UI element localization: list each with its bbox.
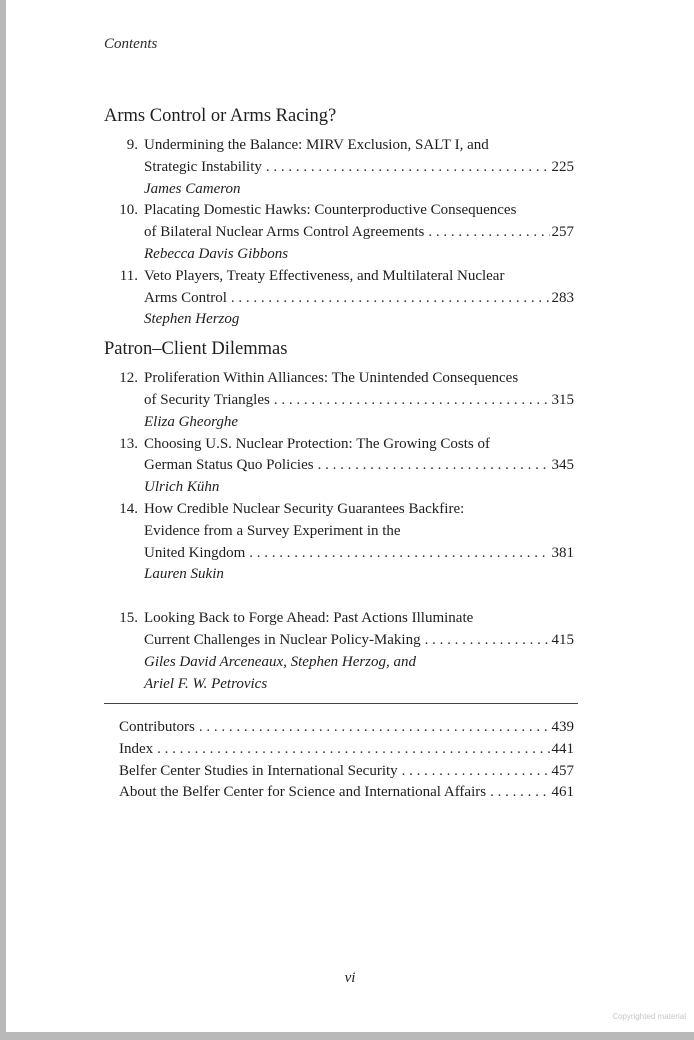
chapter-number: 9.: [126, 137, 138, 153]
chapter-title-line: Looking Back to Forge Ahead: Past Actions Illuminate: [144, 610, 474, 627]
chapter-title-line: of Bilateral Nuclear Arms Control Agreements: [144, 224, 425, 241]
back-matter-item-belfer-studies[interactable]: [119, 761, 574, 783]
page-number: 439: [551, 719, 574, 735]
chapter-title-line: Arms Control: [144, 289, 227, 306]
back-matter-item-contributors[interactable]: [119, 717, 574, 739]
chapter-number: 15.: [119, 610, 138, 627]
chapter-author: Eliza Gheorghe: [144, 413, 239, 430]
toc-entry-12[interactable]: [104, 368, 574, 433]
chapter-title-line: German Status Quo Policies: [144, 457, 314, 474]
page-number: 283: [551, 289, 574, 306]
toc-entry-10[interactable]: [104, 200, 574, 265]
chapter-title-line: Undermining the Balance: MIRV Exclusion, SALT I, and: [144, 137, 489, 153]
chapter-number: 11.: [119, 267, 138, 284]
toc-entry-9[interactable]: [104, 135, 574, 200]
table-of-contents: [104, 100, 574, 695]
spacer: [104, 586, 574, 608]
dot-leader: [270, 390, 550, 412]
dot-leader: [195, 717, 550, 739]
dot-leader: [421, 630, 550, 652]
dot-leader: [486, 782, 550, 804]
page-number: 315: [551, 391, 574, 408]
back-matter-label: Index: [119, 740, 154, 757]
book-page: [6, 0, 694, 1032]
chapter-title-line: of Security Triangles: [144, 391, 270, 408]
page-number: 257: [551, 224, 574, 241]
toc-entry-15[interactable]: [104, 608, 574, 695]
page-number: 461: [551, 784, 574, 801]
dot-leader: [245, 543, 550, 565]
page-number: 415: [551, 631, 574, 648]
chapter-author: Lauren Sukin: [144, 566, 224, 583]
chapter-title-line: How Credible Nuclear Security Guarantees Backfire:: [144, 500, 465, 517]
chapter-title-line: United Kingdom: [144, 544, 246, 561]
chapter-author: Stephen Herzog: [144, 311, 240, 328]
dot-leader: [424, 222, 550, 244]
chapter-title-line: Proliferation Within Alliances: The Unintended Consequences: [144, 370, 519, 387]
page-folio: vi: [344, 970, 356, 986]
back-matter-item-index[interactable]: [119, 739, 574, 761]
dot-leader: [153, 739, 550, 761]
back-matter-label: About the Belfer Center for Science and International Affairs: [119, 784, 487, 801]
chapter-title-line: Current Challenges in Nuclear Policy-Making: [144, 631, 421, 648]
divider-rule: [104, 703, 578, 704]
chapter-title-line: Choosing U.S. Nuclear Protection: The Growing Costs of: [144, 435, 490, 452]
section-title: Arms Control or Arms Racing?: [104, 106, 337, 126]
back-matter-list: [119, 717, 574, 804]
page-number: 441: [551, 740, 574, 757]
dot-leader: [262, 157, 550, 179]
dot-leader: [314, 455, 550, 477]
chapter-author: James Cameron: [144, 180, 241, 197]
chapter-title-line: Veto Players, Treaty Effectiveness, and Multilateral Nuclear: [144, 267, 505, 284]
toc-entry-13[interactable]: [104, 434, 574, 499]
toc-entry-14[interactable]: [104, 499, 574, 586]
chapter-number: 12.: [119, 370, 138, 387]
back-matter-label: Belfer Center Studies in International Security: [119, 762, 398, 779]
chapter-author: Rebecca Davis Gibbons: [144, 245, 289, 262]
back-matter-label: Contributors: [119, 719, 195, 735]
chapter-title-line: Placating Domestic Hawks: Counterproductive Consequences: [144, 202, 517, 219]
dot-leader: [227, 288, 550, 310]
page-number: 345: [551, 457, 574, 474]
chapter-title-line: Evidence from a Survey Experiment in the: [144, 522, 401, 539]
chapter-number: 14.: [119, 500, 138, 517]
section-title: Patron–Client Dilemmas: [104, 339, 288, 360]
chapter-number: 13.: [119, 435, 138, 452]
chapter-title-line: Strategic Instability: [144, 158, 262, 175]
copyright-watermark: Copyrighted material: [612, 1012, 686, 1021]
running-head: Contents: [104, 36, 158, 52]
chapter-author: Ariel F. W. Petrovics: [144, 675, 268, 692]
page-number: 225: [551, 158, 574, 175]
toc-entry-11[interactable]: [104, 266, 574, 331]
page-number: 457: [551, 762, 574, 779]
chapter-number: 10.: [119, 202, 138, 219]
chapter-author: Giles David Arceneaux, Stephen Herzog, and: [144, 653, 417, 670]
back-matter-item-about-belfer[interactable]: [119, 782, 574, 804]
page-number: 381: [551, 544, 574, 561]
dot-leader: [398, 761, 550, 783]
chapter-author: Ulrich Kühn: [144, 479, 220, 496]
